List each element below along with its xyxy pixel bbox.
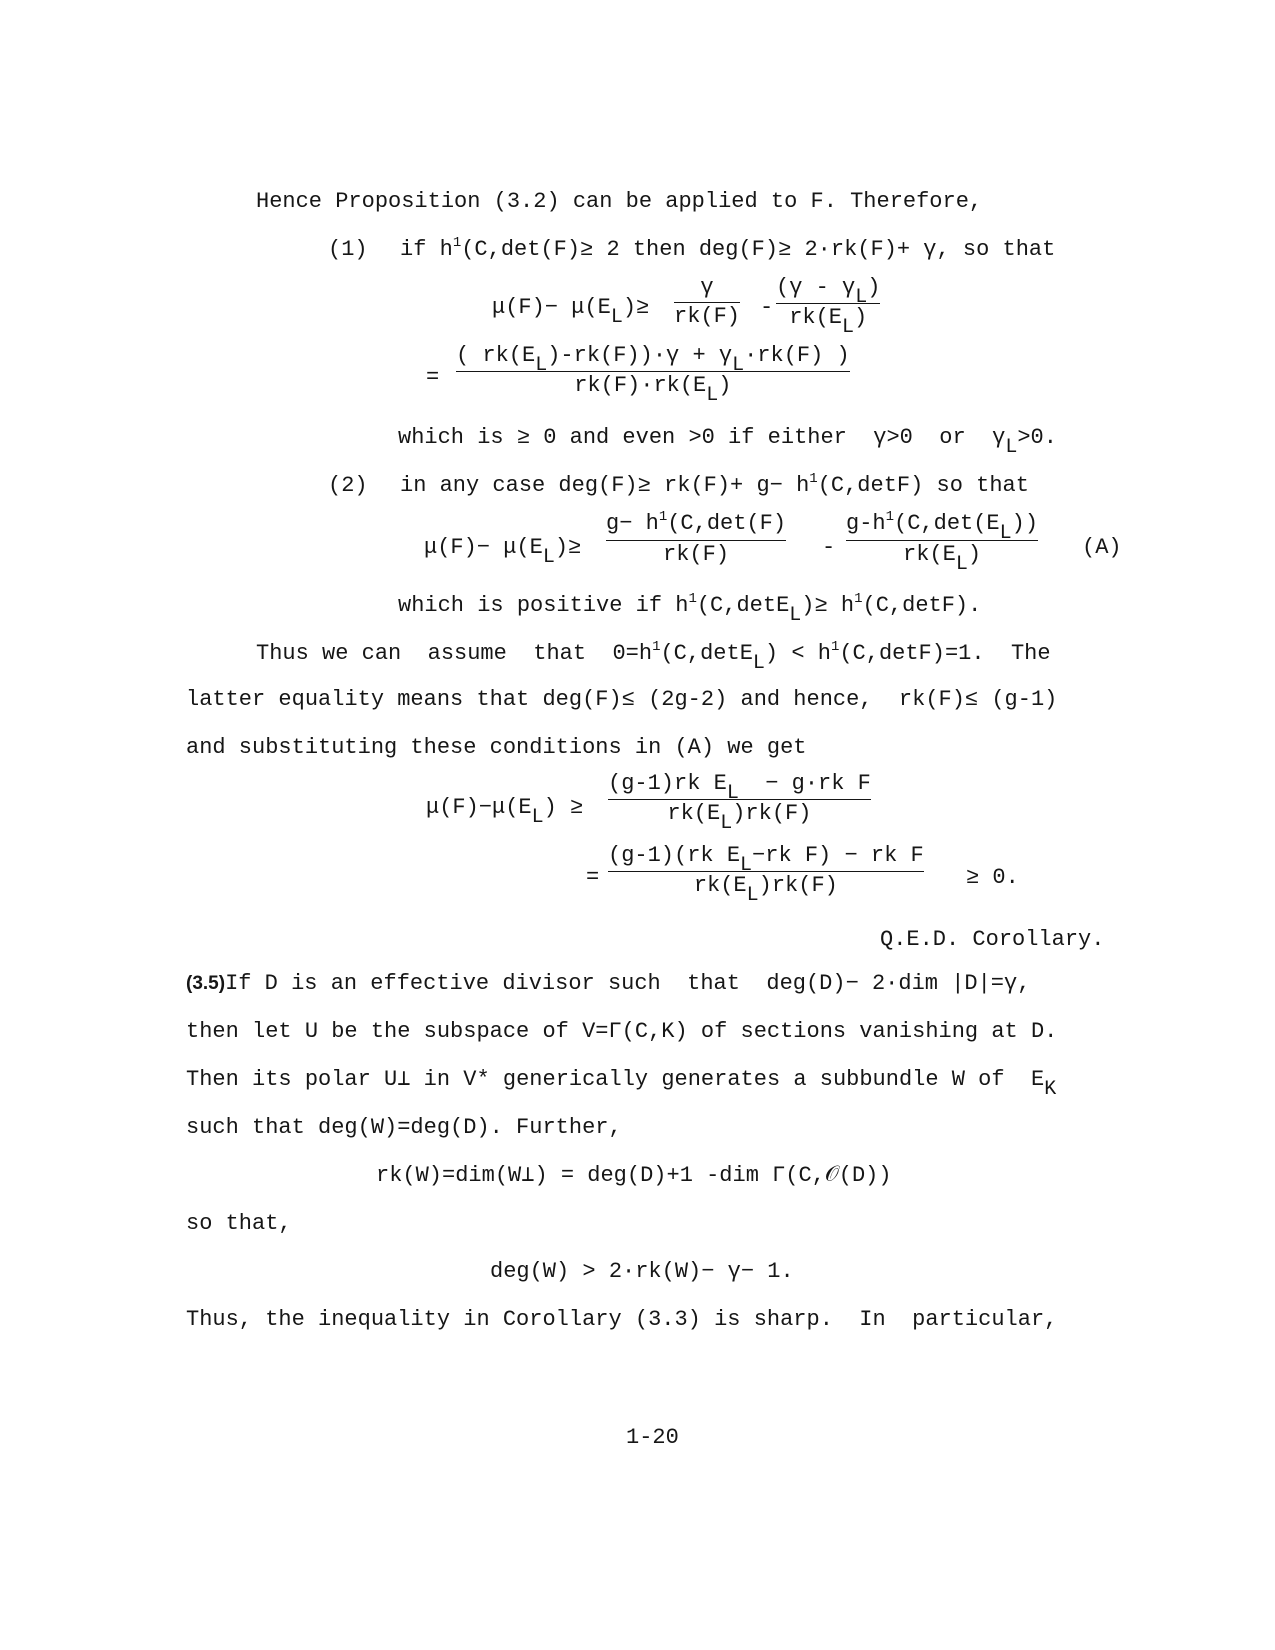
fraction-bar — [606, 540, 786, 541]
fraction-bar — [456, 371, 850, 372]
qed-corollary: Q.E.D. Corollary. — [880, 927, 1105, 952]
c35-line-4: such that deg(W)=deg(D). Further, — [186, 1115, 622, 1140]
eq3-f2-denominator: rk(EL) — [903, 542, 982, 576]
eq2-fraction — [456, 343, 850, 407]
eq1-f1-denominator: rk(F) — [674, 304, 741, 329]
eq4-fraction — [608, 771, 871, 835]
section-3-5 — [186, 972, 1030, 996]
text-which-1: which is ≥ 0 and even >0 if either γ>0 or γL>0. — [398, 425, 1057, 459]
eq1-f2-numerator: (γ - γL) — [776, 275, 881, 309]
text-thus-assume: Thus we can assume that $0=h^1(C,detEL) < h^1(C,\det F)=1$. The — [256, 639, 1051, 675]
eq3-f1-numerator: $g- h^1(C,\det(F)$ — [606, 509, 787, 536]
fraction-bar — [608, 871, 924, 872]
text-substituting: and substituting these conditions in (A) we get — [186, 735, 807, 760]
eq1-fraction-1 — [674, 276, 740, 329]
eq5-equals: = — [586, 865, 600, 890]
eq4-numerator: (g-1)rk EL − g·rk F — [608, 771, 871, 805]
eq3-tag: (A) — [1082, 535, 1122, 560]
eq3-fraction-1 — [606, 509, 787, 567]
eq1-f2-denominator: rk(EL) — [789, 305, 868, 339]
label-3-5: (3.5) — [186, 973, 226, 994]
text-which-2: which is positive if $h^1(C,detEL)\ge h^1(C,\det F)$. — [398, 591, 982, 627]
c35-line-1: If D is an effective divisor such that deg(D)− 2·dim |D|=γ, — [225, 971, 1031, 996]
fraction-bar — [674, 302, 740, 303]
eq5-numerator: (g-1)(rk EL−rk F) − rk F — [608, 843, 924, 877]
eq5-tail: ≥ 0. — [966, 865, 1019, 890]
item-1-text: if $h^1(C,\det(F)\ge 2$ then deg(F)≥ 2·rk(F)+ γ, so that — [400, 235, 1056, 262]
eq3-fraction-2 — [846, 509, 1039, 576]
eq1-lhs: μ(F)− μ(EL)≥ — [492, 295, 650, 329]
eq4-denominator: rk(EL)rk(F) — [667, 801, 812, 835]
eq5-fraction — [608, 843, 924, 907]
text-last-line: Thus, the inequality in Corollary (3.3) is sharp. In particular, — [186, 1307, 1058, 1332]
item-2-text: in any case $deg(F)\ge rk(F)+ g- h^1(C,\det F)$ so that — [400, 471, 1029, 498]
eq3-lhs: μ(F)− μ(EL)≥ — [424, 535, 582, 569]
eq1-f1-numerator: γ — [700, 275, 714, 300]
eq1-fraction-2 — [776, 275, 881, 339]
eq1-minus: - — [760, 295, 774, 320]
c35-line-3: Then its polar U⊥ in V* generically generates a subbundle W of EK — [186, 1067, 1057, 1101]
eq3-f1-denominator: rk(F) — [663, 542, 730, 567]
eq3-f2-numerator: $g-h^1(C,\det(EL))$ — [846, 509, 1039, 545]
fraction-bar — [608, 799, 871, 800]
eq6: rk(W)=dim(W⊥) = deg(D)+1 -dim Γ(C,𝒪(D)) — [376, 1163, 892, 1188]
eq7: deg(W) > 2·rk(W)− γ− 1. — [490, 1259, 794, 1284]
item-1-label: (1) — [328, 237, 368, 262]
eq4-lhs: μ(F)−μ(EL) ≥ — [426, 795, 584, 829]
text-line-hence: Hence Proposition (3.2) can be applied to F. Therefore, — [256, 189, 983, 214]
text-so-that: so that, — [186, 1211, 292, 1236]
page-number: 1-20 — [626, 1425, 679, 1450]
item-2-label: (2) — [328, 473, 368, 498]
c35-line-2: then let U be the subspace of V=Γ(C,K) of sections vanishing at D. — [186, 1019, 1058, 1044]
eq2-denominator: rk(F)·rk(EL) — [574, 373, 732, 407]
text-latter-equality: latter equality means that deg(F)≤ (2g-2) and hence, rk(F)≤ (g-1) — [186, 687, 1058, 712]
eq2-numerator: ( rk(EL)-rk(F))·γ + γL·rk(F) ) — [456, 343, 850, 377]
eq3-minus: - — [822, 535, 836, 560]
eq5-denominator: rk(EL)rk(F) — [693, 873, 838, 907]
eq2-equals: = — [426, 365, 440, 390]
